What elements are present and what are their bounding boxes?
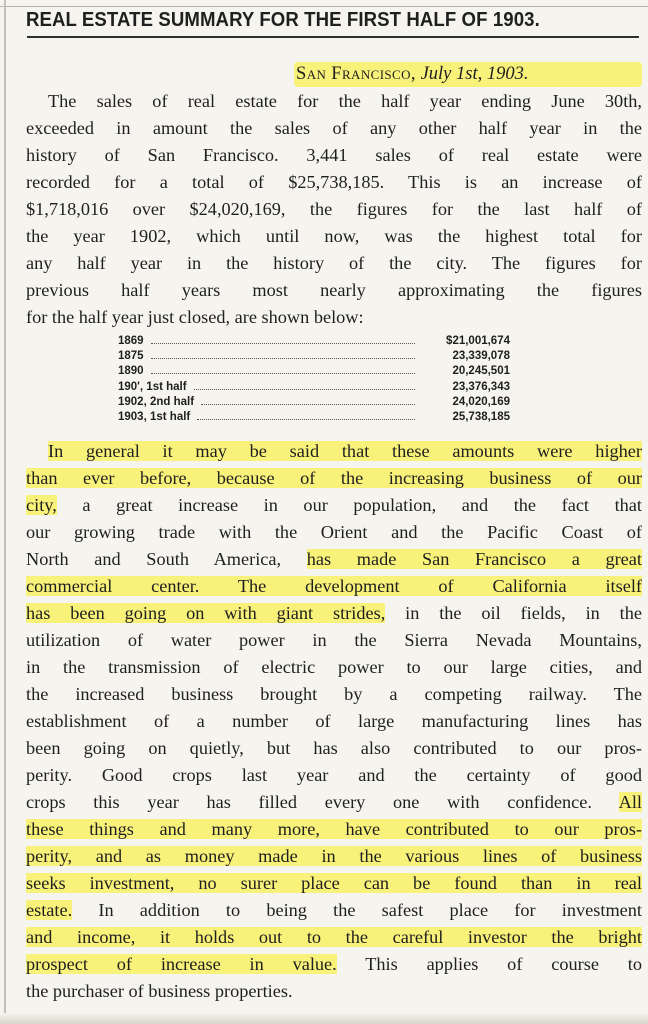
paragraph-2-line <box>26 816 642 843</box>
paragraph-1-line: $1,718,016 over $24,020,169, the figures for the last half of <box>26 199 642 219</box>
plain-text: utilization of water power in the Sierra Nevada Mountains, <box>26 630 642 650</box>
paragraph-1-line: the year 1902, which until now, was the highest total for <box>26 226 642 246</box>
plain-text: our growing trade with the Orient and the Pacific Coast of <box>26 522 642 542</box>
paragraph-1-line: The sales of real estate for the half year ending June 30th, <box>48 91 642 111</box>
table-amount: 23,376,343 <box>452 380 510 393</box>
paragraph-2-line <box>26 789 642 816</box>
table-amount: 20,245,501 <box>452 365 510 378</box>
table-period: 1903, 1st half <box>118 410 191 423</box>
paragraph-1-line: any half year in the history of the city. The figures for <box>26 253 642 273</box>
table-amount: 25,738,185 <box>452 410 510 423</box>
table-row <box>118 349 510 364</box>
table-period: 1869 <box>118 335 144 347</box>
table-row <box>118 364 510 379</box>
paragraph-2-line <box>26 627 642 654</box>
footer-rule <box>0 1013 648 1024</box>
highlighted-text: In general it may be said that these amounts were higher <box>48 441 642 461</box>
paragraph-1-line: exceeded in amount the sales of any other half year in the <box>26 118 642 138</box>
plain-text: in the oil fields, in the <box>385 603 642 623</box>
paragraph-2-line <box>26 546 642 573</box>
plain-text: This applies of course to <box>336 954 642 974</box>
highlighted-text: commercial center. The development of California itself <box>26 576 642 596</box>
paragraph-1-line: history of San Francisco. 3,441 sales of real estate were <box>26 145 642 165</box>
highlighted-text: prospect of increase in value. <box>26 954 337 974</box>
sales-figures-table <box>118 334 510 425</box>
paragraph-1 <box>26 88 642 331</box>
paragraph-1-line: for the half year just closed, are shown below: <box>26 307 364 327</box>
plain-text: been going on quietly, but has also contributed to our pros- <box>26 738 642 758</box>
dot-leader <box>151 343 415 344</box>
plain-text: establishment of a number of large manufacturing lines has <box>26 711 642 731</box>
plain-text: crops this year has filled every one with confidence. <box>26 792 619 812</box>
dateline-city: San Francisco, <box>296 64 416 84</box>
table-row <box>118 410 510 425</box>
highlighted-text: these things and many more, have contributed to our pros- <box>26 819 642 839</box>
highlighted-text: estate. <box>26 900 73 920</box>
dot-leader <box>194 389 415 390</box>
article-headline: REAL ESTATE SUMMARY FOR THE FIRST HALF OF 1903. <box>26 9 540 31</box>
paragraph-2-line <box>26 654 642 681</box>
highlighted-text: than ever before, because of the increasing business of our <box>26 468 642 488</box>
plain-text: the purchaser of business properties. <box>26 981 293 1001</box>
dot-leader <box>197 419 415 420</box>
paragraph-2-line <box>26 924 642 951</box>
paragraph-2-line <box>26 600 642 627</box>
plain-text: a great increase in our population, and the fact that <box>56 495 642 515</box>
paragraph-2-line <box>26 843 642 870</box>
paragraph-2-line <box>26 870 642 897</box>
highlighted-text: All <box>618 792 642 812</box>
highlighted-text: has been going on with giant strides, <box>26 603 386 623</box>
paragraph-2-line <box>26 465 642 492</box>
paragraph-2-line <box>26 573 642 600</box>
paragraph-2-line <box>26 978 642 1005</box>
table-amount: 24,020,169 <box>452 395 510 408</box>
table-row <box>118 380 510 395</box>
highlighted-text: perity, and as money made in the various lines of business <box>26 846 642 866</box>
dot-leader <box>201 404 415 405</box>
dot-leader <box>151 373 415 374</box>
paragraph-2-line <box>26 708 642 735</box>
paragraph-2-line <box>26 951 642 978</box>
paragraph-2-line <box>26 735 642 762</box>
table-period: 1875 <box>118 350 144 363</box>
table-period: 1902, 2nd half <box>118 395 195 408</box>
top-rule <box>0 0 648 7</box>
table-row <box>118 334 510 349</box>
dot-leader <box>151 358 415 359</box>
paragraph-1-line: recorded for a total of $25,738,185. This is an increase of <box>26 172 642 192</box>
table-period: 1890 <box>118 365 144 378</box>
plain-text: the increased business brought by a competing railway. The <box>26 684 642 704</box>
table-amount: 23,339,078 <box>452 350 510 363</box>
paragraph-1-line: previous half years most nearly approximating the figures <box>26 280 642 300</box>
plain-text: in the transmission of electric power to our large cities, and <box>26 657 642 677</box>
plain-text: perity. Good crops last year and the certainty of good <box>26 765 642 785</box>
headline-underline <box>27 36 639 38</box>
paragraph-2-line <box>26 519 642 546</box>
paragraph-2-line <box>26 762 642 789</box>
plain-text: In addition to being the safest place for investment <box>72 900 642 920</box>
highlighted-text: seeks investment, no surer place can be found than in real <box>26 873 642 893</box>
paragraph-2-line <box>26 897 642 924</box>
highlighted-text: and income, it holds out to the careful investor the bright <box>26 927 642 947</box>
plain-text: North and South America, <box>26 549 307 569</box>
table-period: 190', 1st half <box>118 380 187 393</box>
paragraph-2-line <box>26 681 642 708</box>
dateline-date: July 1st, 1903. <box>420 64 529 84</box>
table-row <box>118 395 510 410</box>
dateline <box>296 60 636 88</box>
paragraph-2-line <box>26 438 642 465</box>
highlighted-text: city, <box>26 495 57 515</box>
table-amount: $21,001,674 <box>446 335 510 347</box>
highlighted-text: has made San Francisco a great <box>306 549 642 569</box>
paragraph-2-line <box>26 492 642 519</box>
paragraph-2 <box>26 438 642 1005</box>
column-rule <box>4 0 6 1024</box>
